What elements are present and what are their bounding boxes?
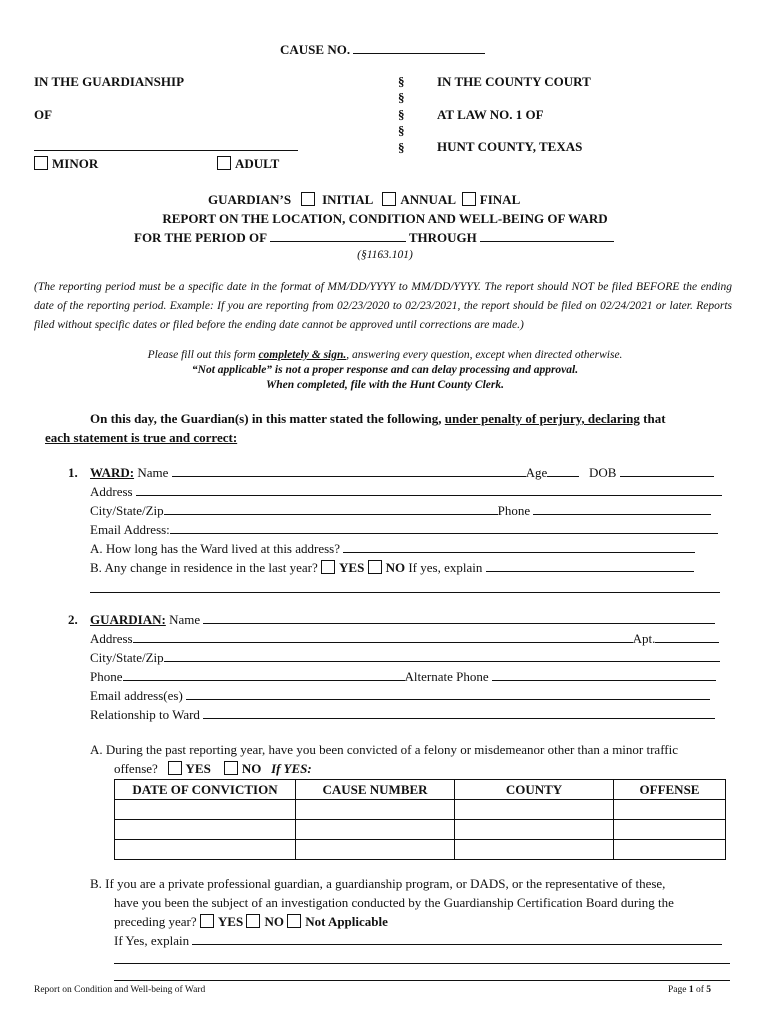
- minor-option[interactable]: MINOR: [34, 156, 98, 172]
- report-type-row: GUARDIAN’S INITIAL ANNUAL FINAL: [208, 192, 521, 207]
- caption-right-1: IN THE COUNTY COURT: [437, 74, 591, 89]
- page-number: Page 1 of 5: [668, 985, 712, 995]
- ward-name-field[interactable]: [172, 465, 526, 477]
- guardian-section-number: 2.: [68, 612, 78, 627]
- investigation-no-checkbox[interactable]: [246, 914, 260, 928]
- guardian-address-field[interactable]: [133, 631, 633, 643]
- ward-phone-field[interactable]: [533, 503, 711, 515]
- minor-checkbox[interactable]: [34, 156, 48, 170]
- table-row[interactable]: [115, 820, 726, 840]
- investigation-yes-checkbox[interactable]: [200, 914, 214, 928]
- ward-change-no-checkbox[interactable]: [368, 560, 382, 574]
- ward-address-field[interactable]: [136, 484, 722, 496]
- reporting-period-row: FOR THE PERIOD OF THROUGH: [134, 230, 614, 246]
- cause-no: CAUSE NO.: [280, 42, 485, 58]
- col-date-of-conviction: DATE OF CONVICTION: [115, 780, 296, 800]
- conviction-table-header: [115, 780, 726, 800]
- oath-line-1: On this day, the Guardian(s) in this matter stated the following, under penalty of perjury, declaring that: [90, 411, 666, 426]
- reporting-instructions: (The reporting period must be a specific date in the format of MM/DD/YYYY to MM/DD/YYYY. The report should NOT be filed BEFORE the ending date of the reporting period. Example: If you are reporting from 02/23/2020 to 02/23/2021, the report should be filed on 02/24/2021 or later. Reports filed without specific dates or filed before the ending date cannot be approved until corrections are made.): [34, 281, 732, 331]
- adult-option[interactable]: ADULT: [217, 156, 279, 172]
- adult-checkbox[interactable]: [217, 156, 231, 170]
- conviction-no-checkbox[interactable]: [224, 761, 238, 775]
- fill-instructions: Please fill out this form completely & sign., answering every question, except when directed otherwise.: [147, 349, 623, 361]
- ward-residence-duration-field[interactable]: [343, 541, 695, 553]
- ward-city-field[interactable]: [164, 503, 498, 515]
- period-end-field[interactable]: [480, 230, 614, 242]
- guardian-city-field[interactable]: [164, 650, 720, 662]
- guardian-apt-field[interactable]: [655, 631, 719, 643]
- guardian-city-row: City/State/Zip: [90, 650, 720, 666]
- ward-change-explain-field[interactable]: [486, 560, 694, 572]
- initial-checkbox[interactable]: [301, 192, 315, 206]
- ward-address-row: Address: [90, 484, 722, 500]
- investigation-explain-line2[interactable]: [114, 952, 730, 968]
- guardian-phone-row: Phone Alternate Phone: [90, 669, 716, 685]
- guardian-question-b-line1: B. If you are a private professional guardian, a guardianship program, or DADS, or the representative of these,: [90, 876, 666, 891]
- guardian-address-row: Address Apt.: [90, 631, 719, 647]
- table-row[interactable]: [115, 800, 726, 820]
- investigation-na-checkbox[interactable]: [287, 914, 301, 928]
- footer-title: Report on Condition and Well-being of Ward: [34, 985, 206, 995]
- col-offense: OFFENSE: [614, 780, 726, 800]
- investigation-explain-row: If Yes, explain: [114, 933, 722, 949]
- not-applicable-note: “Not applicable” is not a proper response and can delay processing and approval.: [191, 364, 579, 376]
- cause-no-field[interactable]: [353, 42, 485, 54]
- col-cause-number: CAUSE NUMBER: [296, 780, 455, 800]
- caption-left-2: OF: [34, 107, 53, 122]
- ward-name-caption-field[interactable]: [34, 139, 298, 155]
- ward-explain-continued[interactable]: [90, 581, 720, 597]
- table-row[interactable]: [115, 840, 726, 860]
- col-county: COUNTY: [455, 780, 614, 800]
- guardian-email-row: Email address(es): [90, 688, 710, 704]
- caption-right-2: AT LAW NO. 1 OF: [437, 107, 544, 122]
- guardian-question-a-line1: A. During the past reporting year, have you been convicted of a felony or misdemeanor other than a minor traffic: [90, 742, 679, 757]
- guardian-relationship-row: Relationship to Ward: [90, 707, 715, 723]
- guardian-alt-phone-field[interactable]: [492, 669, 716, 681]
- ward-name-row: WARD: Name Age DOB: [90, 465, 714, 481]
- report-title: REPORT ON THE LOCATION, CONDITION AND WELL-BEING OF WARD: [162, 211, 608, 226]
- ward-email-field[interactable]: [170, 522, 718, 534]
- section-signs: § § § § §: [398, 74, 405, 155]
- guardian-phone-field[interactable]: [123, 669, 405, 681]
- caption-left-1: IN THE GUARDIANSHIP: [34, 74, 185, 89]
- file-with-note: When completed, file with the Hunt County Clerk.: [265, 379, 504, 391]
- guardian-relationship-field[interactable]: [203, 707, 715, 719]
- ward-section-number: 1.: [68, 465, 78, 480]
- guardian-question-a-line2: offense? YES NO If YES:: [114, 761, 312, 776]
- final-checkbox[interactable]: [462, 192, 476, 206]
- ward-email-row: Email Address:: [90, 522, 718, 538]
- conviction-yes-checkbox[interactable]: [168, 761, 182, 775]
- investigation-explain-line3[interactable]: [114, 969, 730, 985]
- caption-right-3: HUNT COUNTY, TEXAS: [437, 139, 583, 154]
- period-start-field[interactable]: [270, 230, 406, 242]
- annual-checkbox[interactable]: [382, 192, 396, 206]
- guardian-email-field[interactable]: [186, 688, 710, 700]
- investigation-explain-field[interactable]: [192, 933, 722, 945]
- oath-line-2: each statement is true and correct:: [45, 430, 238, 445]
- guardian-question-b-line2: have you been the subject of an investigation conducted by the Guardianship Certification Board during the: [114, 895, 674, 910]
- guardian-name-row: GUARDIAN: Name: [90, 612, 715, 628]
- ward-dob-field[interactable]: [620, 465, 714, 477]
- guardian-question-b-line3: preceding year? YES NO Not Applicable: [114, 914, 388, 929]
- ward-city-row: City/State/Zip Phone: [90, 503, 711, 519]
- statute-ref: (§1163.101): [357, 249, 413, 261]
- guardian-name-field[interactable]: [203, 612, 715, 624]
- ward-age-field[interactable]: [547, 465, 579, 477]
- conviction-table: [114, 779, 726, 860]
- ward-question-b: B. Any change in residence in the last year? YES NO If yes, explain: [90, 560, 694, 576]
- ward-question-a: A. How long has the Ward lived at this address?: [90, 541, 695, 557]
- ward-change-yes-checkbox[interactable]: [321, 560, 335, 574]
